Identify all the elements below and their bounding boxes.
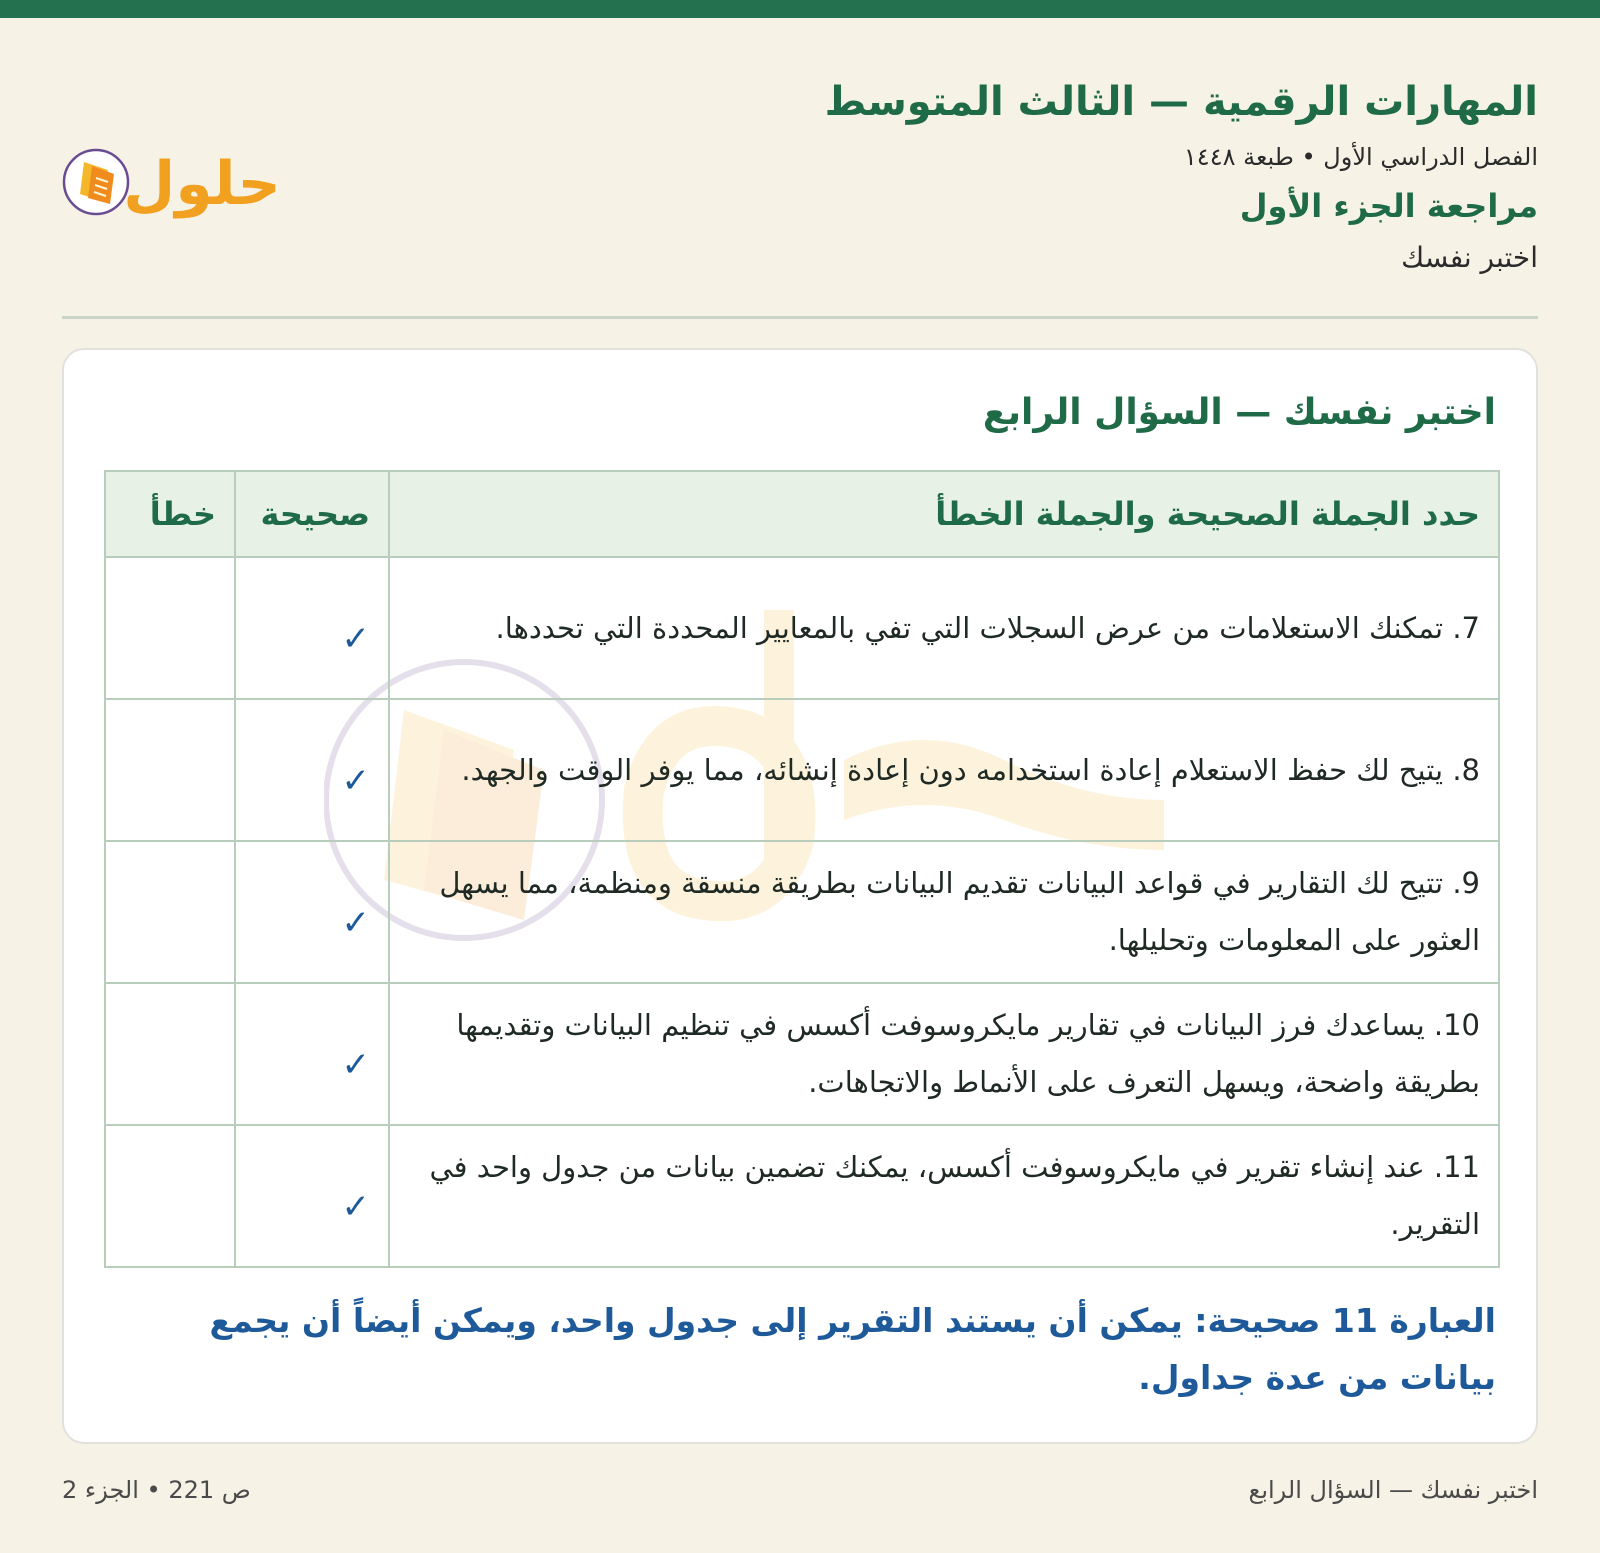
footer-lesson: اختبر نفسك — السؤال الرابع [1248, 1476, 1538, 1504]
statement-cell: 7. تمكنك الاستعلامات من عرض السجلات التي تفي بالمعايير المحددة التي تحددها. [389, 557, 1499, 699]
false-cell [105, 699, 235, 841]
answer-note: العبارة 11 صحيحة: يمكن أن يستند التقرير إلى جدول واحد، ويمكن أيضاً أن يجمع بيانات من عدة جداول. [209, 1301, 1496, 1397]
check-mark-icon: ✓ [341, 1045, 370, 1085]
check-mark-icon: ✓ [341, 761, 370, 801]
check-mark-icon: ✓ [341, 1187, 370, 1227]
header-true: صحيحة [235, 471, 389, 557]
false-cell [105, 841, 235, 983]
header-titles [825, 70, 1538, 278]
header-statement: حدد الجملة الصحيحة والجملة الخطأ [389, 471, 1499, 557]
table-row [105, 557, 1499, 699]
header-divider [62, 316, 1538, 319]
section-title: مراجعة الجزء الأول [1239, 187, 1538, 225]
logo-text: حلول [123, 149, 281, 219]
card-title: اختبر نفسك — السؤال الرابع [982, 392, 1496, 433]
book-title: المهارات الرقمية — الثالث المتوسط [824, 79, 1538, 125]
term-line: الفصل الدراسي الأول • طبعة ١٤٤٨ [1183, 143, 1538, 171]
true-cell [235, 1125, 389, 1267]
lesson-title: اختبر نفسك [1401, 241, 1538, 274]
table-row [105, 841, 1499, 983]
statement-cell: 8. يتيح لك حفظ الاستعلام إعادة استخدامه دون إعادة إنشائه، مما يوفر الوقت والجهد. [389, 699, 1499, 841]
question-card [62, 348, 1538, 1444]
false-cell [105, 1125, 235, 1267]
statement-cell: 9. تتيح لك التقارير في قواعد البيانات تقديم البيانات بطريقة منسقة ومنظمة، مما يسهل العثور على المعلومات وتحليلها. [389, 841, 1499, 983]
book-logo-icon [62, 132, 282, 226]
check-mark-icon: ✓ [341, 903, 370, 943]
true-cell [235, 983, 389, 1125]
true-cell [235, 557, 389, 699]
footer-page: ص 221 • الجزء 2 [62, 1476, 251, 1504]
page-header [62, 70, 1538, 320]
true-false-table [104, 470, 1500, 1268]
header-false: خطأ [105, 471, 235, 557]
false-cell [105, 557, 235, 699]
statement-cell: 11. عند إنشاء تقرير في مايكروسوفت أكسس، يمكنك تضمين بيانات من جدول واحد في التقرير. [389, 1125, 1499, 1267]
true-cell [235, 841, 389, 983]
top-accent-bar [0, 0, 1600, 18]
table-header-row [105, 471, 1499, 557]
table-row [105, 983, 1499, 1125]
statement-cell: 10. يساعدك فرز البيانات في تقارير مايكروسوفت أكسس في تنظيم البيانات وتقديمها بطريقة واضحة، ويسهل التعرف على الأنماط والاتجاهات. [389, 983, 1499, 1125]
table-row [105, 699, 1499, 841]
table-row [105, 1125, 1499, 1267]
false-cell [105, 983, 235, 1125]
true-cell [235, 699, 389, 841]
check-mark-icon: ✓ [341, 619, 370, 659]
